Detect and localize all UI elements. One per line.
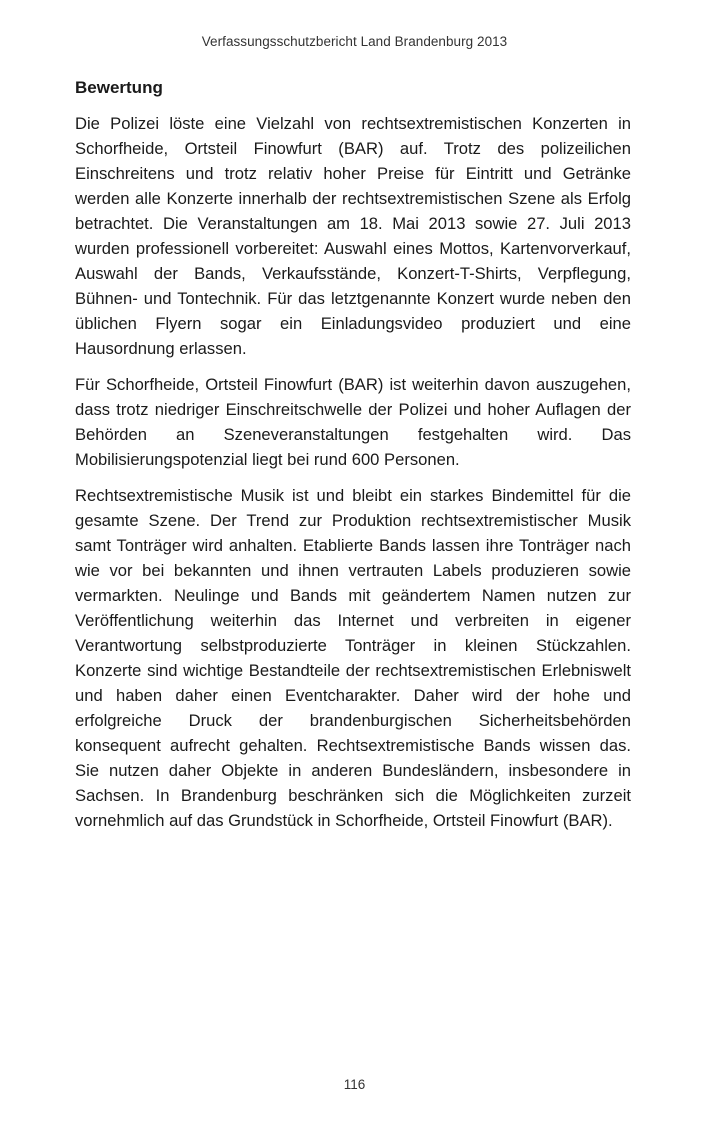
paragraph-1: Die Polizei löste eine Vielzahl von rechtsextremistischen Konzerten in Schorfheide, Ortsteil Finowfurt (BAR) auf. Trotz des polizeilichen Einschreitens und trotz relativ hoher Preise für Eintritt und Getränke werden alle Konzerte innerhalb der rechtsextremistischen Szene als Erfolg betrachtet. Die Veranstaltungen am 18. Mai 2013 sowie 27. Juli 2013 wurden professionell vorbereitet: Auswahl eines Mottos, Kartenvorverkauf, Auswahl der Bands, Verkaufsstände, Konzert-T-Shirts, Verpflegung, Bühnen- und Tontechnik. Für das letztgenannte Konzert wurde neben den üblichen Flyern sogar ein Einladungsvideo produziert und eine Hausordnung erlassen. — [75, 114, 631, 358]
paragraph-2: Für Schorfheide, Ortsteil Finowfurt (BAR) ist weiterhin davon auszugehen, dass trotz niedriger Einschreitschwelle der Polizei und hoher Auflagen der Behörden an Szeneveranstaltungen festgehalten wird. Das Mobilisierungspotenzial liegt bei rund 600 Personen. — [75, 375, 631, 469]
paragraph-3: Rechtsextremistische Musik ist und bleibt ein starkes Bindemittel für die gesamte Szene. Der Trend zur Produktion rechtsextremistischer Musik samt Tonträger wird anhalten. Etablierte Bands lassen ihre Tonträger nach wie vor bei bekannten und ihnen vertrauten Labels produzieren sowie vermarkten. Neulinge und Bands mit geändertem Namen nutzen zur Veröffentlichung weiterhin das Internet und verbreiten in eigener Verantwortung selbstproduzierte Tonträger in kleinen Stückzahlen. Konzerte sind wichtige Bestandteile der rechtsextremistischen Erlebniswelt und haben daher einen Eventcharakter. Daher wird der hohe und erfolgreiche Druck der brandenburgischen Sicherheitsbehörden konsequent aufrecht gehalten. Rechtsextremistische Bands wissen das. Sie nutzen daher Objekte in anderen Bundesländern, insbesondere in Sachsen. In Brandenburg beschränken sich die Möglichkeiten zurzeit vornehmlich auf das Grundstück in Schorfheide, Ortsteil Finowfurt (BAR). — [75, 486, 631, 830]
main-content — [75, 76, 631, 844]
running-header: Verfassungsschutzbericht Land Brandenburg 2013 — [201, 34, 508, 49]
page-number: 116 — [343, 1077, 366, 1092]
section-heading: Bewertung — [75, 78, 163, 97]
